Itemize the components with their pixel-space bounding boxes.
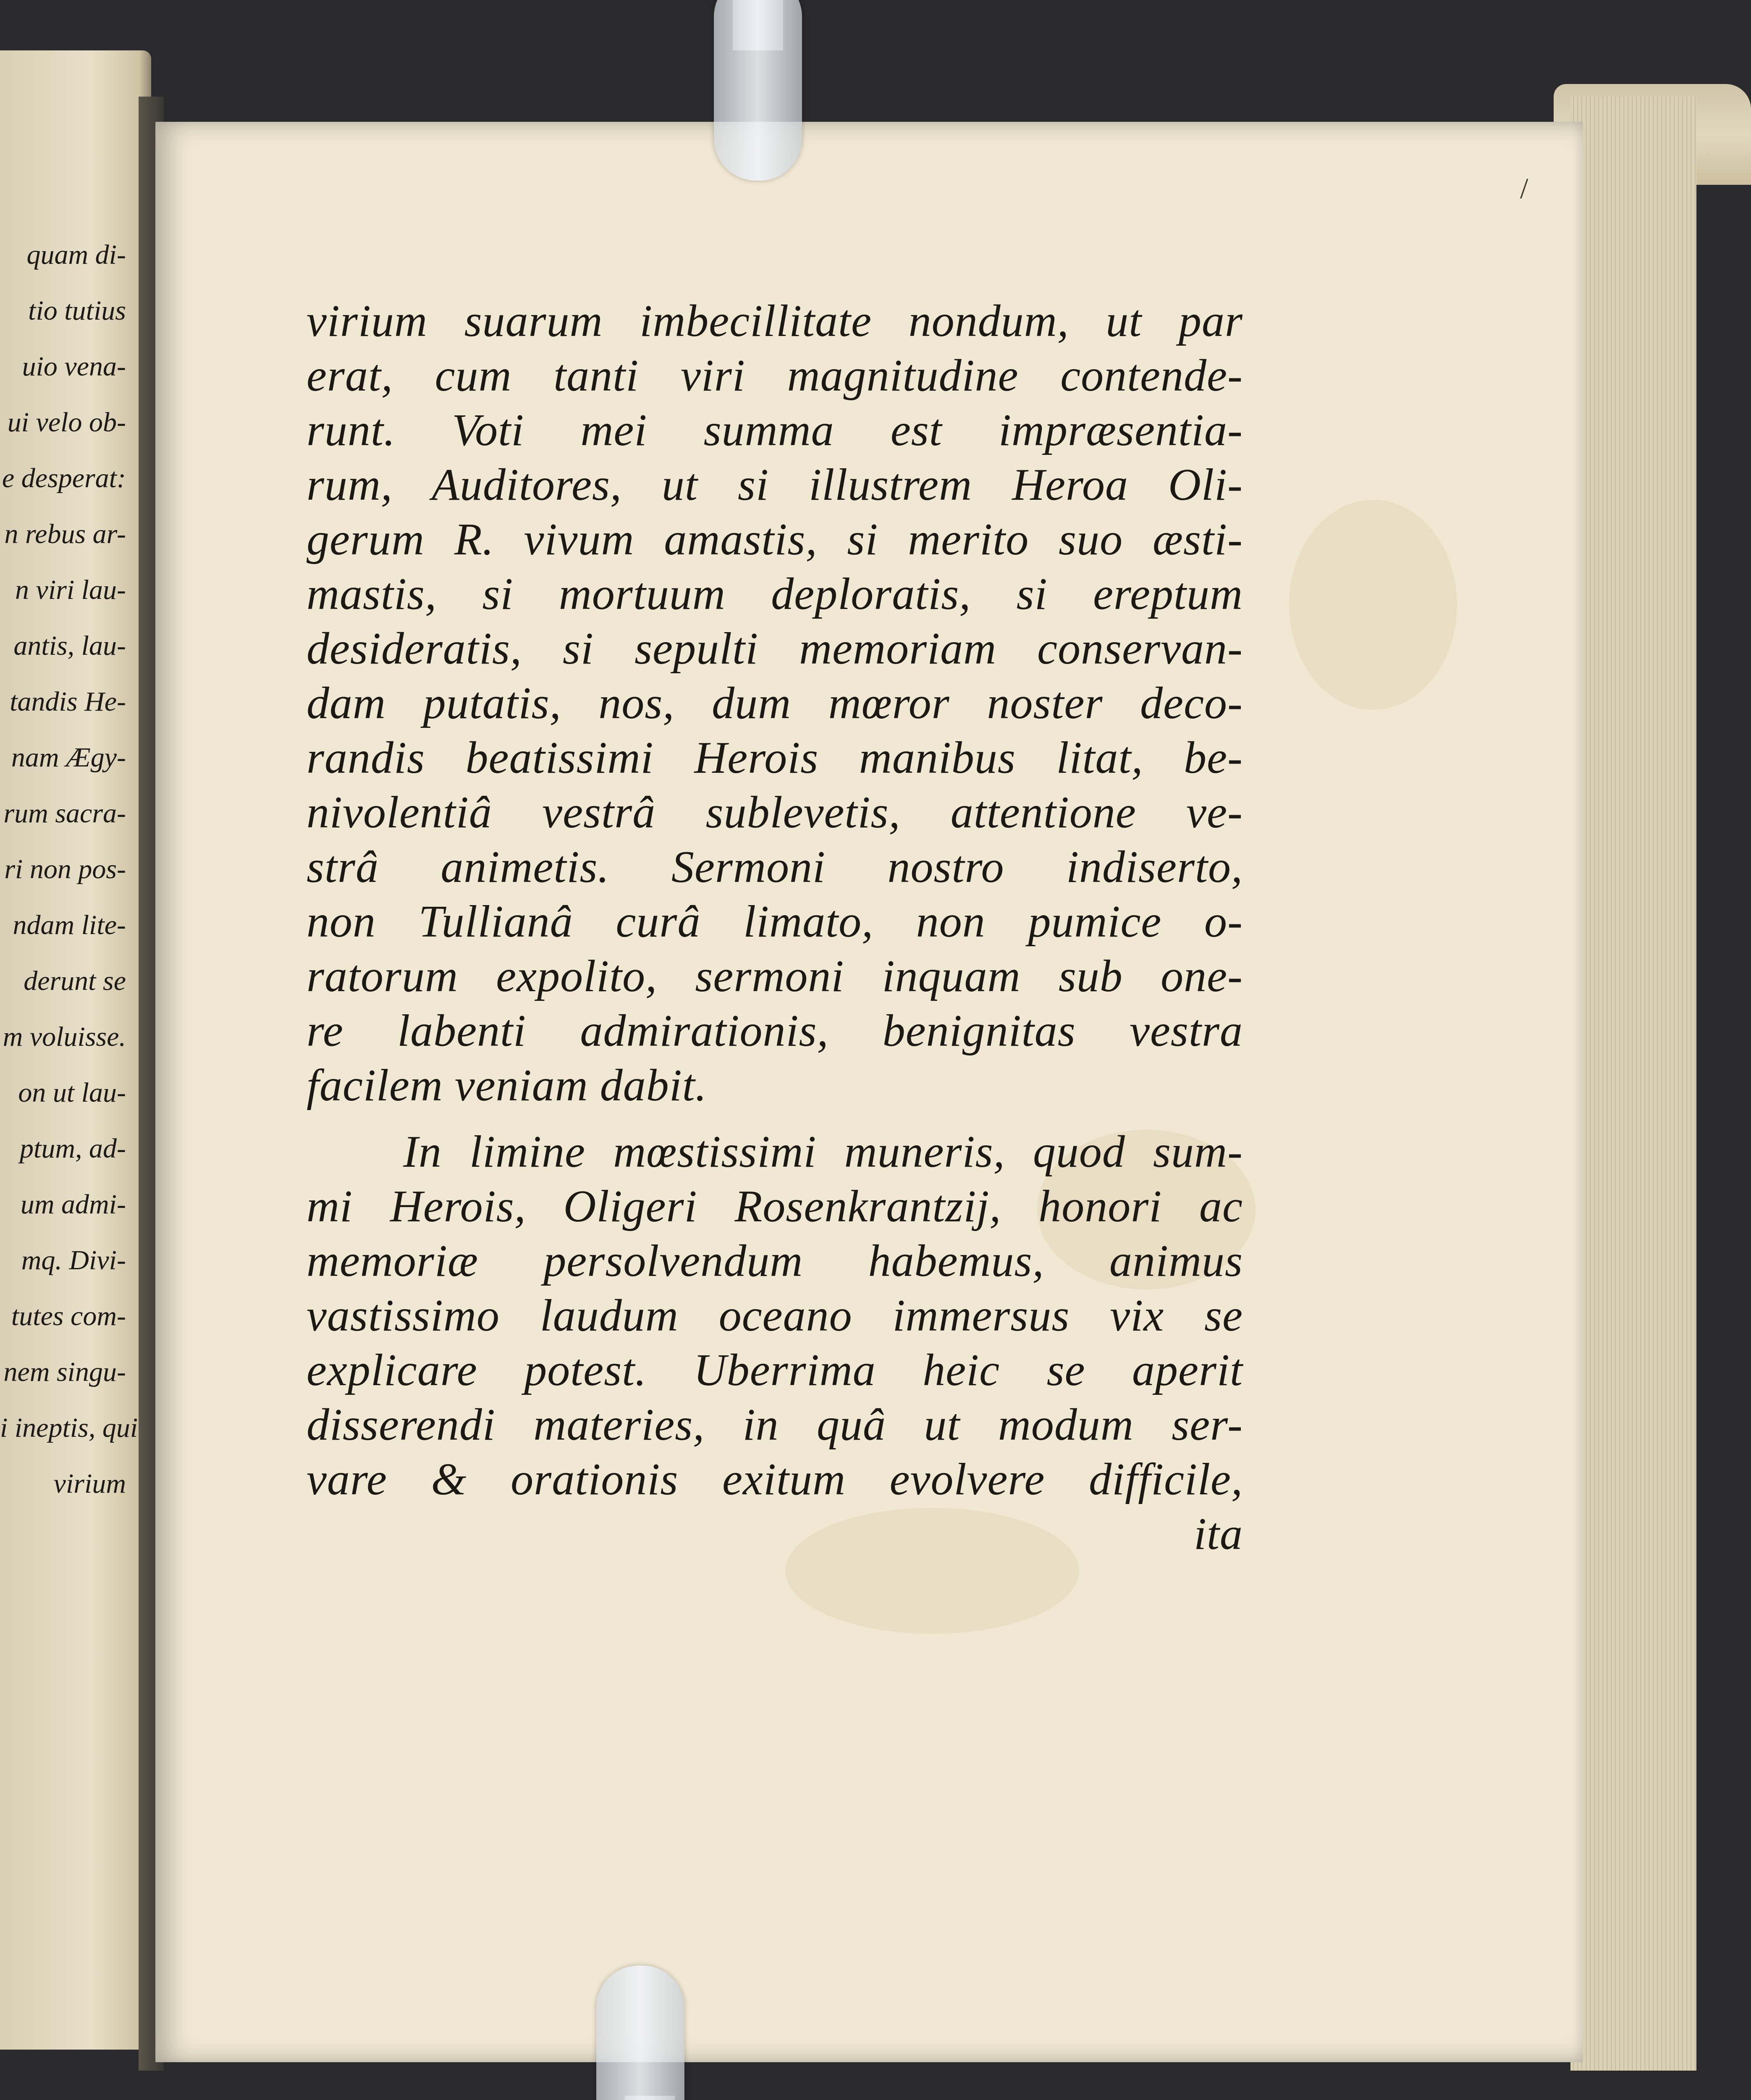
left-page-line: uio vena- xyxy=(22,351,126,382)
left-page-line: tutes com- xyxy=(11,1301,126,1331)
paragraph-1 xyxy=(307,294,1243,1113)
text-line: gerum R. vivum amastis, si merito suo æsti- xyxy=(307,514,1243,564)
left-page-line: um admi- xyxy=(20,1189,126,1220)
left-page-line: virium xyxy=(53,1468,126,1499)
text-line: memoriæ persolvendum habemus, animus xyxy=(307,1236,1243,1286)
text-line: explicare potest. Uberrima heic se aperit xyxy=(307,1345,1243,1395)
left-page-line: m voluisse. xyxy=(3,1021,126,1052)
text-line: facilem veniam dabit. xyxy=(307,1060,707,1110)
left-page-line: on ut lau- xyxy=(18,1077,126,1108)
left-page-line: tio tutius xyxy=(28,295,126,326)
left-page-line: rum sacra- xyxy=(3,798,126,829)
left-page-line: derunt se xyxy=(24,966,126,996)
left-page-line: mq. Divi- xyxy=(21,1245,126,1276)
left-page-line: ri non pos- xyxy=(4,854,126,885)
left-page-line: nam Ægy- xyxy=(11,742,126,773)
foxing-stain xyxy=(1289,500,1457,710)
catchword: ita xyxy=(1193,1509,1243,1559)
left-page-line: tandis He- xyxy=(10,686,126,717)
left-page-line: antis, lau- xyxy=(13,630,126,661)
book-clip-bottom xyxy=(596,1966,684,2100)
text-line: vastissimo laudum oceano immersus vix se xyxy=(307,1291,1243,1341)
left-page-line: i ineptis, qui xyxy=(0,1412,138,1443)
text-line: nivolentiâ vestrâ sublevetis, attentione ve- xyxy=(307,788,1243,837)
main-text-block xyxy=(307,294,1243,1562)
text-line: randis beatissimi Herois manibus litat, be- xyxy=(307,733,1243,783)
text-line: rum, Auditores, ut si illustrem Heroa Oli- xyxy=(307,460,1243,510)
left-page-text-fragments xyxy=(0,227,138,1512)
book-clip-top xyxy=(714,0,802,181)
left-page-line: n rebus ar- xyxy=(4,519,126,549)
left-page-line: e desperat: xyxy=(2,463,126,494)
left-page-line: n viri lau- xyxy=(15,575,126,605)
text-line: mastis, si mortuum deploratis, si ereptum xyxy=(307,569,1243,619)
text-line: mi Herois, Oligeri Rosenkrantzij, honori ac xyxy=(307,1181,1243,1231)
text-line: strâ animetis. Sermoni nostro indiserto, xyxy=(307,842,1243,892)
text-line: desideratis, si sepulti memoriam conservan- xyxy=(307,624,1243,674)
text-line: dam putatis, nos, dum mœror noster deco- xyxy=(307,678,1243,728)
left-page-line: nem singu- xyxy=(3,1357,126,1387)
text-line: disserendi materies, in quâ ut modum ser- xyxy=(307,1400,1243,1450)
text-line: virium suarum imbecillitate nondum, ut par xyxy=(307,296,1243,346)
paragraph-2 xyxy=(307,1125,1243,1507)
page-mark: / xyxy=(1520,173,1528,205)
text-line: erat, cum tanti viri magnitudine contende- xyxy=(307,351,1243,401)
text-line: vare & orationis exitum evolvere difficile, xyxy=(307,1454,1243,1504)
left-page-line: ptum, ad- xyxy=(20,1133,126,1164)
left-facing-page xyxy=(0,50,151,2050)
text-line: re labenti admirationis, benignitas vestra xyxy=(307,1006,1243,1056)
text-line: non Tullianâ curâ limato, non pumice o- xyxy=(307,897,1243,947)
text-line: runt. Voti mei summa est impræsentia- xyxy=(307,405,1243,455)
text-line: In limine mœstissimi muneris, quod sum- xyxy=(403,1127,1243,1177)
left-page-line: ndam lite- xyxy=(13,910,126,940)
text-line: ratorum expolito, sermoni inquam sub one- xyxy=(307,951,1243,1001)
left-page-line: quam di- xyxy=(26,239,126,270)
left-page-line: ui velo ob- xyxy=(7,407,126,438)
page-block-edges xyxy=(1570,97,1696,2071)
